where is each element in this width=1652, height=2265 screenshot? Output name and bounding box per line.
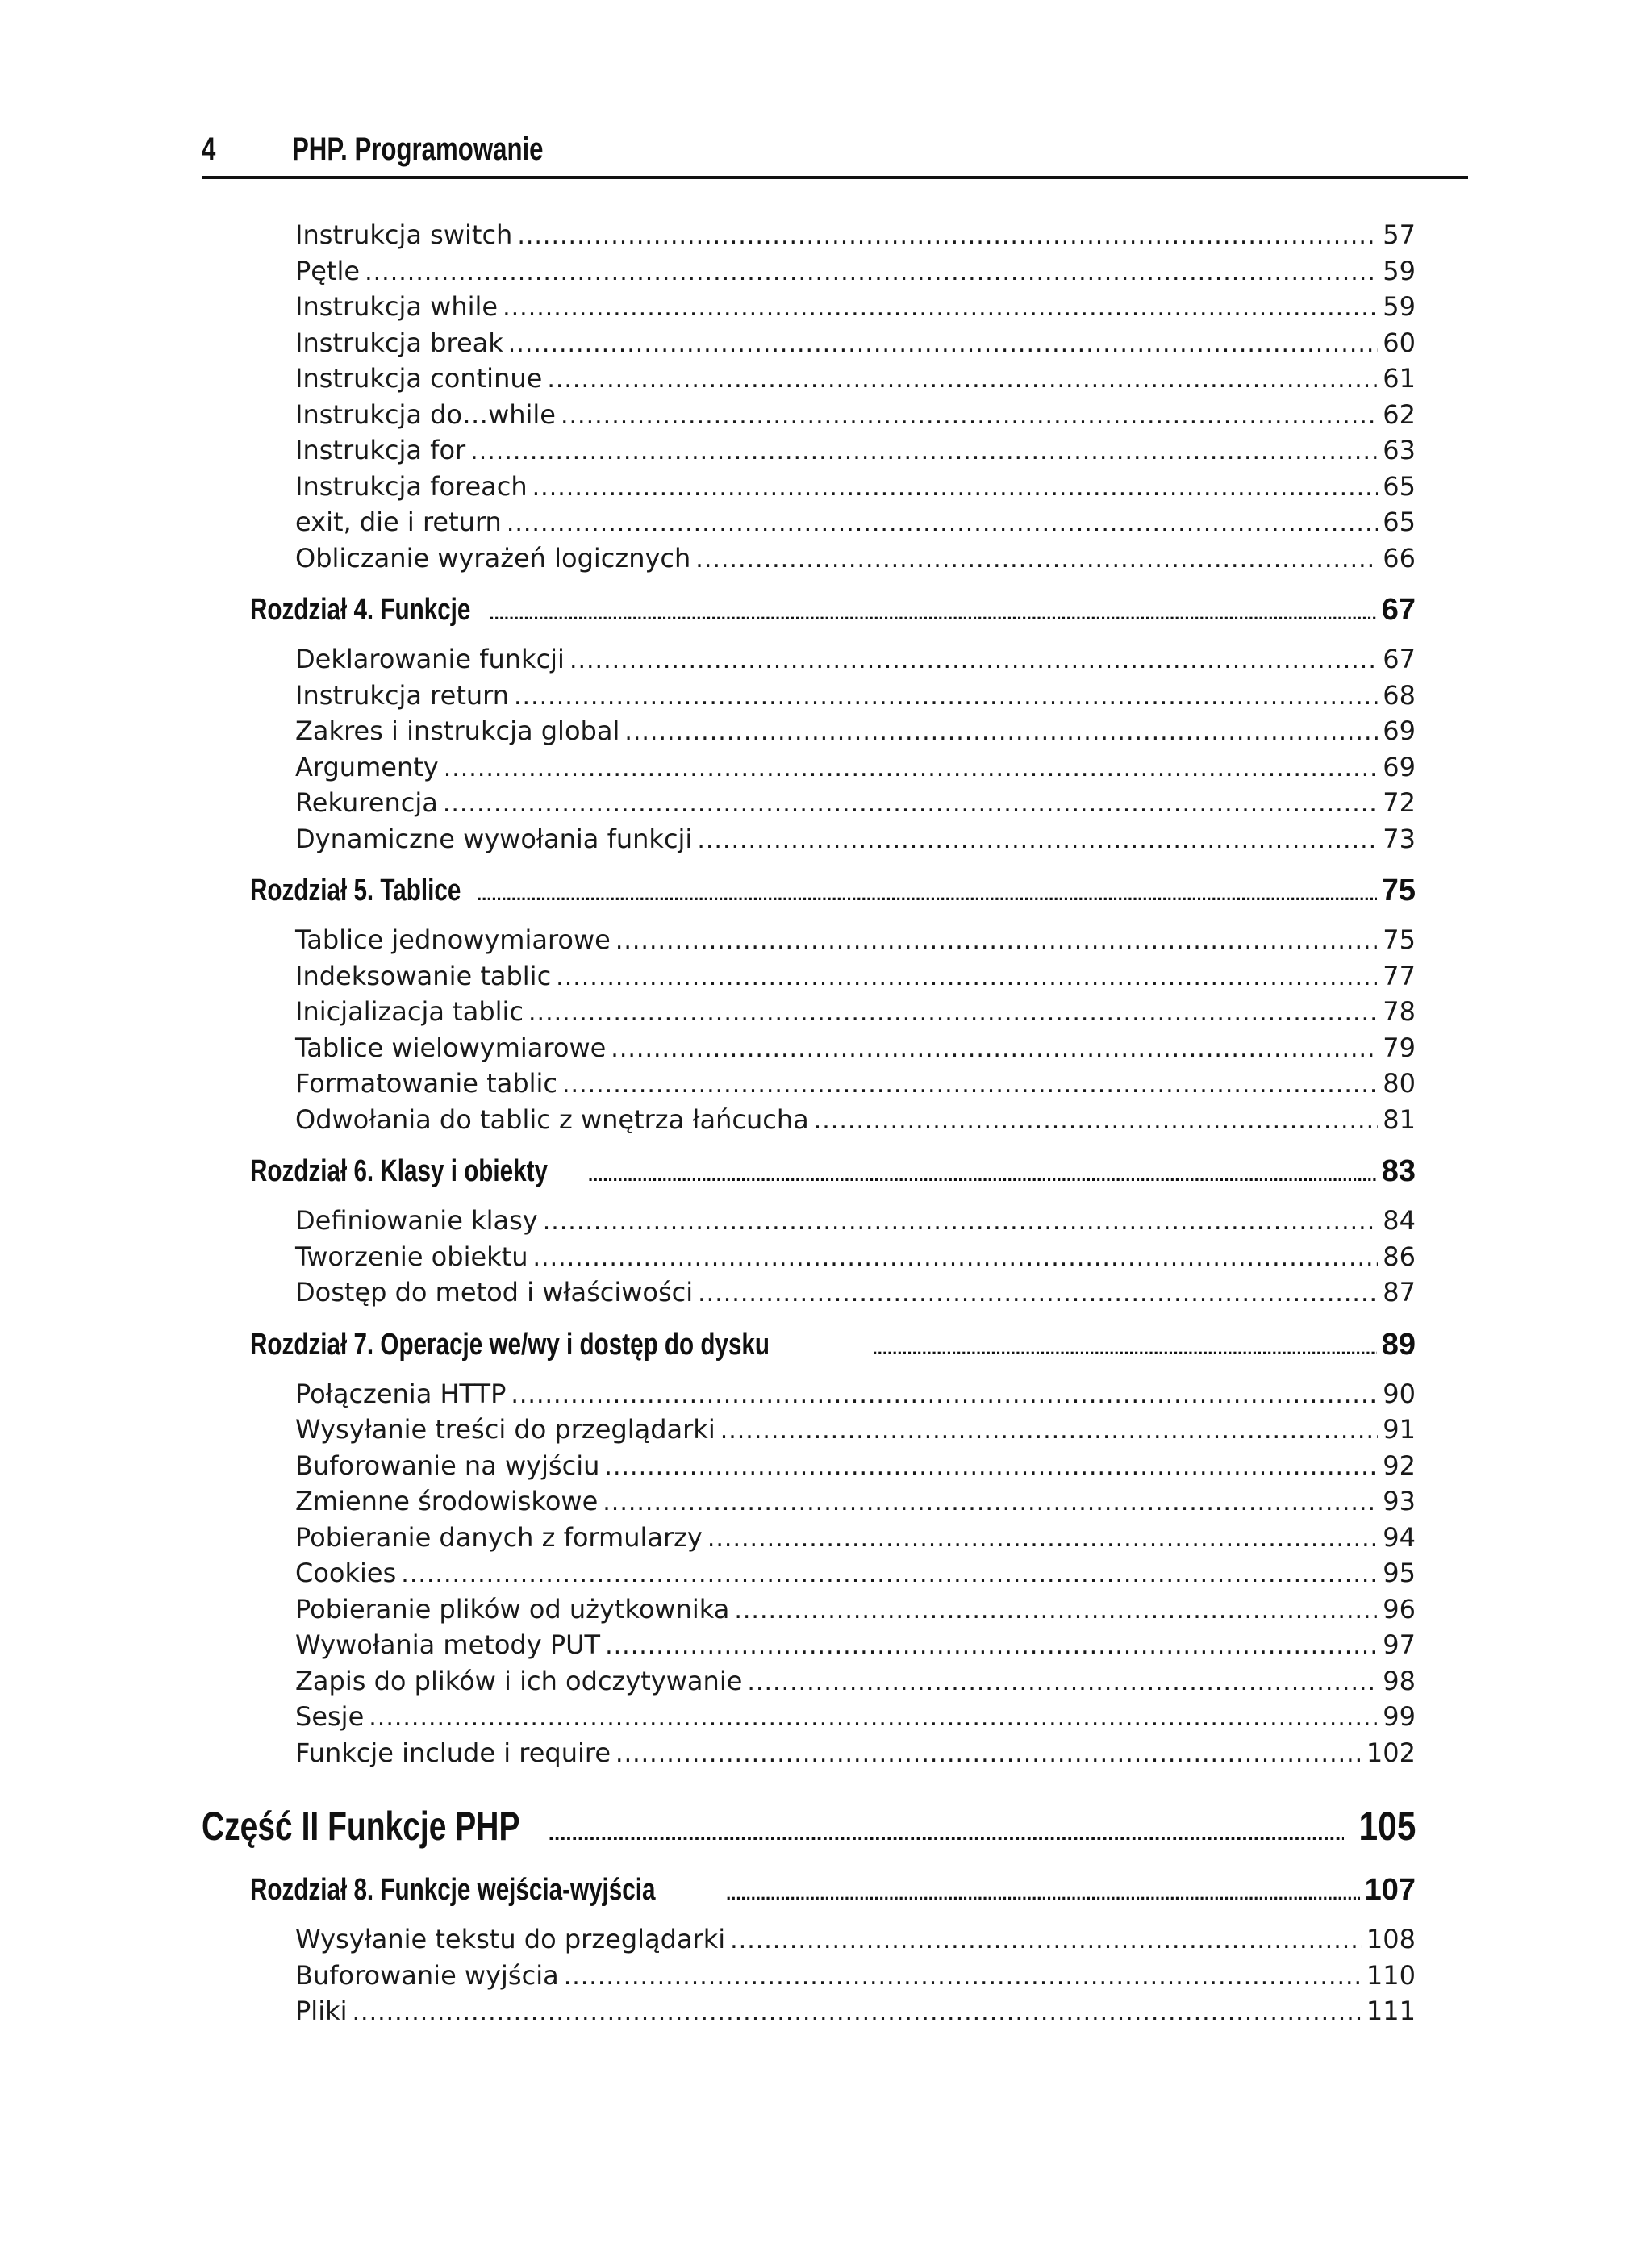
dot-leader [726,1876,1359,1912]
toc-entry-title: Dostęp do metod i właściwości [295,1277,694,1308]
toc-entry-page-number: 75 [1381,874,1416,907]
toc-entry-page-number: 107 [1364,1873,1416,1907]
toc-entry-title: Funkcje include i require [295,1737,611,1768]
toc-entry-title: Pliki [295,1996,348,2026]
toc-entry-title: Tablice jednowymiarowe [295,924,611,955]
toc-section-entry [202,1592,1416,1629]
toc-entry-title: Zapis do plików i ich odczytywanie [295,1665,743,1696]
dot-leader [695,542,1378,578]
toc-entry-title: Rozdział 5. Tablice [250,874,461,907]
toc-section-entry [202,1275,1416,1312]
toc-section-entry [202,1664,1416,1700]
toc-section-entry [202,1922,1416,1958]
dot-leader [615,1737,1362,1772]
toc-entry-page-number: 62 [1383,398,1416,430]
toc-entry-title: Instrukcja do…while [295,398,556,430]
dot-leader [873,1331,1377,1366]
toc-entry-page-number: 63 [1383,435,1416,465]
toc-chapter-entry [202,1153,1416,1193]
dot-leader [514,679,1378,715]
toc-entry-page-number: 77 [1383,960,1416,991]
toc-entry-title: Odwołania do tablic z wnętrza łańcucha [295,1103,809,1135]
toc-entry-page-number: 87 [1383,1277,1416,1308]
toc-entry-title: Cookies [295,1558,397,1588]
toc-entry-title: Rozdział 8. Funkcje wejścia-wyjścia [250,1873,656,1907]
dot-leader [603,1485,1378,1520]
toc-entry-page-number: 67 [1381,593,1416,627]
toc-section-entry [202,1377,1416,1413]
toc-section-entry [202,923,1416,959]
toc-entry-page-number: 81 [1383,1103,1416,1135]
dot-leader [507,506,1378,541]
toc-entry-page-number: 83 [1381,1154,1416,1188]
toc-entry-page-number: 90 [1383,1378,1416,1409]
toc-entry-title: Instrukcja return [295,679,510,711]
toc-chapter-entry [202,1327,1416,1366]
dot-leader [549,1808,1344,1857]
toc-entry-page-number: 108 [1366,1924,1416,1954]
toc-section-entry [202,1240,1416,1276]
toc-entry-title: Instrukcja switch [295,219,513,250]
toc-section-entry [202,1628,1416,1664]
toc-section-entry [202,1958,1416,1995]
dot-leader [707,1521,1378,1557]
toc-entry-title: Zmienne środowiskowe [295,1486,599,1516]
dot-leader [503,290,1378,326]
toc-entry-page-number: 95 [1383,1558,1416,1588]
toc-entry-page-number: 78 [1383,996,1416,1027]
toc-section-entry [202,218,1416,254]
dot-leader [734,1593,1378,1629]
toc-section-entry [202,822,1416,858]
toc-entry-title: Instrukcja for [295,435,466,465]
toc-entry-page-number: 91 [1383,1414,1416,1445]
toc-entry-title: Połączenia HTTP [295,1378,507,1409]
dot-leader [365,255,1378,290]
toc-section-entry [202,1700,1416,1736]
dot-leader [547,362,1378,398]
toc-entry-title: Rozdział 6. Klasy i obiekty [250,1154,548,1188]
toc-section-entry [202,1103,1416,1139]
toc-entry-title: exit, die i return [295,507,502,537]
toc-entry-page-number: 86 [1383,1241,1416,1272]
toc-section-entry [202,1520,1416,1557]
dot-leader [730,1923,1362,1958]
dot-leader [353,1995,1362,2030]
dot-leader [814,1103,1379,1139]
toc-entry-page-number: 60 [1383,327,1416,358]
toc-entry-page-number: 92 [1383,1450,1416,1481]
toc-section-entry [202,995,1416,1031]
toc-entry-title: Pobieranie danych z formularzy [295,1521,703,1553]
dot-leader [470,434,1378,469]
toc-entry-title: Indeksowanie tablic [295,960,552,991]
toc-entry-page-number: 110 [1366,1959,1416,1991]
toc-chapter-entry [202,873,1416,912]
toc-entry-page-number: 69 [1383,715,1416,746]
page-number: 4 [202,131,216,167]
toc-section-entry [202,959,1416,995]
toc-entry-title: Inicjalizacja tablic [295,996,524,1027]
toc-entry-page-number: 75 [1383,924,1416,955]
toc-entry-page-number: 93 [1383,1486,1416,1516]
toc-entry-title: Obliczanie wyrażeń logicznych [295,542,691,574]
toc-entry-page-number: 68 [1383,679,1416,711]
toc-entry-page-number: 72 [1383,787,1416,818]
toc-entry-title: Deklarowanie funkcji [295,644,565,674]
toc-entry-page-number: 94 [1383,1521,1416,1553]
toc-entry-title: Definiowanie klasy [295,1205,538,1236]
toc-entry-title: Wysyłanie tekstu do przeglądarki [295,1924,726,1954]
dot-leader [533,1241,1379,1276]
dot-leader [562,1067,1378,1103]
toc-entry-title: Tablice wielowymiarowe [295,1032,607,1063]
toc-entry-title: Część II Funkcje PHP [202,1804,520,1849]
toc-section-entry [202,642,1416,678]
dot-leader [543,1204,1379,1240]
dot-leader [569,643,1378,678]
toc-entry-page-number: 105 [1358,1804,1416,1849]
toc-section-entry [202,469,1416,506]
dot-leader [369,1700,1378,1736]
dot-leader [443,786,1378,822]
dot-leader [747,1665,1378,1700]
dot-leader [511,1378,1378,1413]
table-of-contents [202,218,1416,2030]
toc-entry-page-number: 61 [1383,363,1416,394]
toc-section-entry [202,786,1416,822]
toc-entry-title: Rekurencja [295,787,438,818]
toc-section-entry [202,541,1416,578]
toc-entry-page-number: 66 [1383,542,1416,574]
toc-entry-page-number: 65 [1383,507,1416,537]
toc-section-entry [202,361,1416,398]
toc-entry-title: Pobieranie plików od użytkownika [295,1593,730,1625]
toc-section-entry [202,1031,1416,1067]
toc-entry-title: Rozdział 4. Funkcje [250,593,471,627]
toc-entry-title: Buforowanie na wyjściu [295,1450,600,1481]
toc-entry-page-number: 111 [1366,1996,1416,2026]
dot-leader [517,219,1378,254]
toc-entry-page-number: 69 [1383,751,1416,782]
toc-entry-page-number: 80 [1383,1068,1416,1099]
toc-entry-page-number: 102 [1366,1737,1416,1768]
toc-section-entry [202,1484,1416,1520]
toc-entry-title: Argumenty [295,751,439,782]
toc-entry-title: Sesje [295,1701,365,1732]
toc-entry-title: Pętle [295,255,361,286]
dot-leader [588,1158,1377,1193]
toc-section-entry [202,254,1416,290]
toc-entry-title: Dynamiczne wywołania funkcji [295,823,693,854]
toc-section-entry [202,1203,1416,1240]
book-title: PHP. Programowanie [292,131,544,167]
toc-entry-page-number: 84 [1383,1205,1416,1236]
toc-entry-page-number: 99 [1383,1701,1416,1732]
toc-entry-page-number: 65 [1383,470,1416,502]
toc-chapter-entry [202,592,1416,632]
toc-entry-title: Tworzenie obiektu [295,1241,528,1272]
toc-entry-title: Buforowanie wyjścia [295,1959,559,1991]
toc-entry-title: Wywołania metody PUT [295,1629,601,1660]
toc-section-entry [202,1412,1416,1449]
dot-leader [528,995,1378,1031]
dot-leader [604,1450,1378,1485]
toc-entry-title: Instrukcja continue [295,363,543,394]
dot-leader [605,1629,1378,1664]
toc-entry-title: Wysyłanie treści do przeglądarki [295,1414,715,1445]
toc-entry-title: Instrukcja while [295,291,499,322]
toc-section-entry [202,678,1416,715]
dot-leader [508,327,1379,362]
toc-entry-page-number: 89 [1381,1327,1416,1362]
toc-section-entry [202,750,1416,786]
toc-entry-title: Rozdział 7. Operacje we/wy i dostęp do dysku [250,1327,770,1362]
dot-leader [611,1032,1378,1067]
toc-entry-page-number: 97 [1383,1629,1416,1660]
toc-entry-title: Formatowanie tablic [295,1068,557,1099]
dot-leader [556,960,1378,995]
dot-leader [615,924,1378,959]
dot-leader [697,823,1378,858]
toc-chapter-entry [202,1872,1416,1912]
toc-entry-page-number: 98 [1383,1665,1416,1696]
toc-section-entry [202,433,1416,469]
toc-section-entry [202,326,1416,362]
toc-entry-title: Zakres i instrukcja global [295,715,620,746]
dot-leader [698,1276,1378,1312]
dot-leader [624,715,1378,750]
dot-leader [401,1557,1378,1592]
toc-entry-page-number: 59 [1383,291,1416,322]
toc-section-entry [202,1449,1416,1485]
dot-leader [720,1413,1379,1449]
toc-part-entry [202,1802,1416,1857]
toc-entry-page-number: 79 [1383,1032,1416,1063]
toc-entry-page-number: 57 [1383,219,1416,250]
toc-entry-title: Instrukcja foreach [295,470,528,502]
toc-section-entry [202,398,1416,434]
toc-section-entry [202,1994,1416,2030]
toc-section-entry [202,505,1416,541]
dot-leader [477,877,1377,912]
toc-section-entry [202,1736,1416,1772]
dot-leader [490,596,1377,632]
dot-leader [532,470,1379,506]
toc-section-entry [202,290,1416,326]
toc-section-entry [202,1556,1416,1592]
dot-leader [564,1959,1362,1995]
toc-section-entry [202,714,1416,750]
toc-section-entry [202,1066,1416,1103]
toc-entry-title: Instrukcja break [295,327,503,358]
toc-entry-page-number: 73 [1383,823,1416,854]
running-header [202,123,1468,179]
dot-leader [561,398,1378,434]
toc-entry-page-number: 96 [1383,1593,1416,1625]
dot-leader [444,751,1379,786]
toc-entry-page-number: 67 [1383,644,1416,674]
toc-entry-page-number: 59 [1383,255,1416,286]
